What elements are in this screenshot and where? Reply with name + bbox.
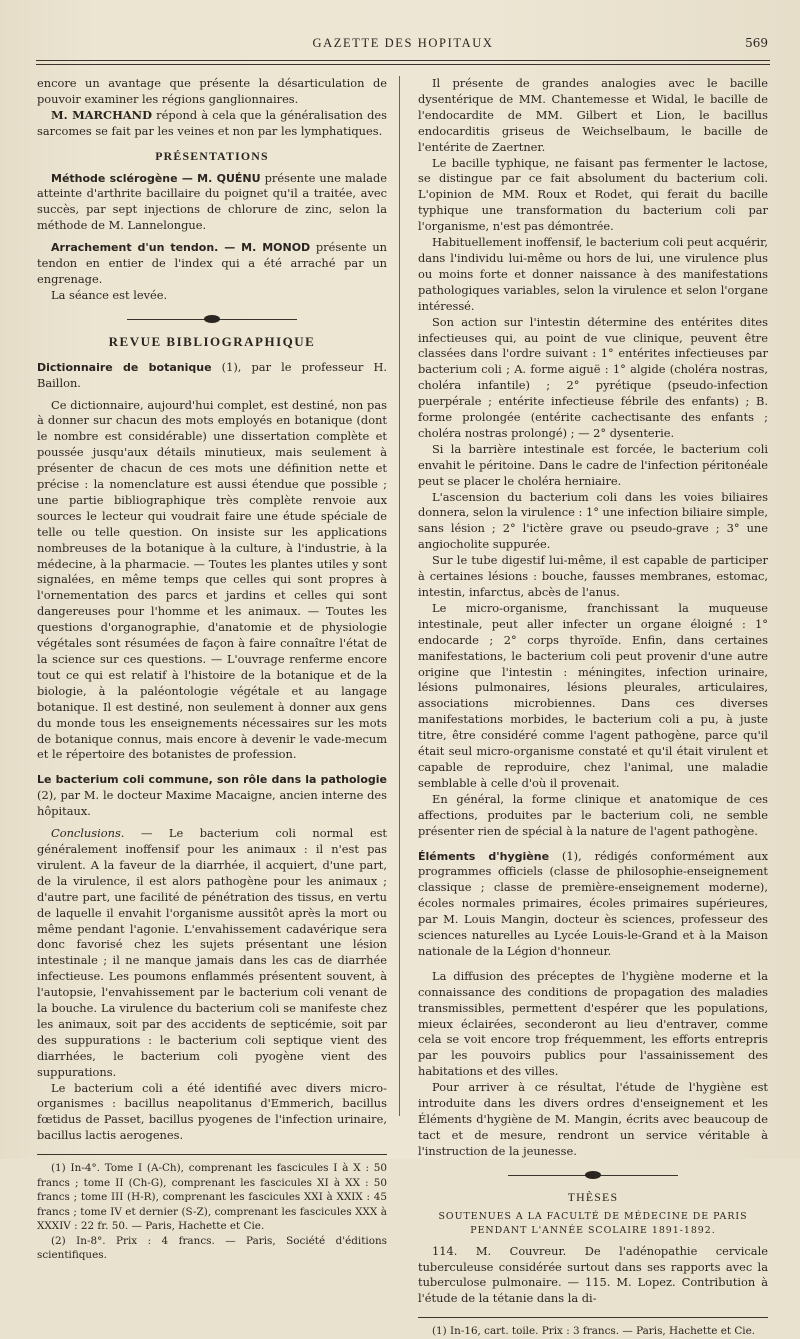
review-heading: Le bacterium coli commune, son rôle dans la pathologie (2), par M. le docteur Maxime Macaigne, ancien interne des hôpitaux. xyxy=(37,773,387,819)
footnote: (1) In-4°. Tome I (A-Ch), comprenant les fascicules I à X : 50 francs ; tome II (Ch-G), comprenant les fascicules XI à XX : 50 francs ; tome III (H-R), comprenant les fascicules XXI à XXIX : 45 francs ; tome IV et dernier (S-Z), comprenant les fascicules XXX à XXXIV : 22 fr. 50. — Paris, Hachette et Cie. xyxy=(37,1162,387,1233)
paragraph: encore un avantage que présente la désarticulation de pouvoir examiner les régions ganglionnaires. xyxy=(37,76,387,106)
ornament-divider xyxy=(418,1172,768,1180)
review-heading: Dictionnaire de botanique (1), par le professeur H. Baillon. xyxy=(37,359,387,390)
paragraph: Sur le tube digestif lui-même, il est capable de participer à certaines lésions : bouche, fausses membranes, estomac, intestin, infarctus, abcès de l'anus. xyxy=(418,553,768,599)
paragraph: Méthode sclérogène — M. QUÉNU présente une malade atteinte d'arthrite bacillaire du poignet qu'il a traitée, avec succès, par sept injections de chlorure de zinc, selon la méthode de M. Lannelongue. xyxy=(37,170,387,233)
paragraph: Ce dictionnaire, aujourd'hui complet, est destiné, non pas à donner sur chacun des mots employés en botanique (dont le nombre est considérable) une dissertation complète et poussée jusqu'aux détails minutieux, mais seulement à présenter de chacun de ces mots une définition nette et précise : la nomenclature est aussi étendue que possible ; une partie bibliographique très complète renvoie aux sources le lecteur qui voudrait faire une étude spéciale de telle ou telle question. On insiste sur les applications nombreuses de la botanique à la culture, à l'industrie, à la médecine, à la pharmacie. — Toutes les plantes utiles y sont signalées, en même temps que celles qui sont propres à l'ornementation des parcs et jardins et celles qui sont dangereuses pour l'homme et les animaux. — Toutes les questions d'organographie, d'anatomie et de physiologie végétales sont résumées de façon à faire connaître l'état de la science sur ces questions. — L'ouvrage renferme encore tout ce qui est relatif à l'histoire de la botanique et de la biologie, à la paléontologie végétale et au langage botanique. Il est destiné, non seulement à donner aux gens du monde tous les enseignements nécessaires sur les mots de botanique connus, mais encore à devenir le vade-mecum et le répertoire des botanistes de profession. xyxy=(37,397,387,762)
paragraph: Le bacille typhique, ne faisant pas fermenter le lactose, se distingue par ce fait absolument du bacterium coli. L'opinion de MM. Roux et Rodet, qui ferait du bacille typhique une transformation du bacterium coli par l'organisme, n'est pas démontrée. xyxy=(418,155,768,234)
paragraph: Si la barrière intestinale est forcée, le bacterium coli envahit le péritoine. Dans le cadre de l'infection péritonéale peut se placer le choléra herniaire. xyxy=(418,441,768,488)
right-column xyxy=(418,76,768,1339)
footnote: (1) In-16, cart. toile. Prix : 3 francs. — Paris, Hachette et Cie. xyxy=(432,1325,756,1338)
journal-title: GAZETTE DES HOPITAUX xyxy=(312,36,494,50)
paragraph: Le micro-organisme, franchissant la muqueuse intestinale, peut aller infecter un organe éloigné : 1° endocarde ; 2° corps thyroïde. Enfin, dans certaines manifestations, le bacterium coli peut provenir d'une autre origine que l'intestin : méningites, infection urinaire, lésions pulmonaires, lésions pleurales, articulaires, associations microbiennes. Dans ces diverses manifestations morbides, le bacterium coli a pu, à juste titre, être considéré comme l'agent pathogène, parce qu'il était seul micro-organisme constaté et qu'il était virulent et capable de reproduire, chez l'animal, une maladie semblable à celle d'où il provenait. xyxy=(418,600,768,790)
paragraph: En général, la forme clinique et anatomique de ces affections, produites par le bacterium coli, ne semble présenter rien de spécial à la nature de l'agent pathogène. xyxy=(418,791,768,838)
footnote: (2) In-8°. Prix : 4 francs. — Paris, Société d'éditions scientifiques. xyxy=(37,1234,387,1262)
paragraph: L'ascension du bacterium coli dans les voies biliaires donnera, selon la virulence : 1° une infection biliaire simple, sans lésion ; 2° l'ictère grave ou pseudo-grave ; 3° une angiocholite suppurée. xyxy=(418,489,768,552)
section-title-presentations: PRÉSENTATIONS xyxy=(155,148,269,163)
paragraph: Conclusions. — Le bacterium coli normal est généralement inoffensif pour les animaux : il n'est pas virulent. A la faveur de la diarrhée, il acquiert, d'une part, de la virulence, il est alors pathogène pour les animaux ; d'autre part, une facilité de pénétration des tissus, en vertu de laquelle il envahit l'organisme aussitôt après la mort ou même pendant l'agonie. L'envahissement cadavérique sera donc favorisé chez les sujets présentant une lésion intestinale ; il ne manque jamais dans les cas de diarrhée infectieuse. Les poumons enflammés présentent souvent, à l'autopsie, l'envahissement par le bacterium coli venant de la bouche. La virulence du bacterium coli se manifeste chez les animaux, soit par des accidents de septicémie, soit par des suppurations : le bacterium coli septique vient des diarrhées, le bacterium coli pyogène vient des suppurations. xyxy=(37,826,387,1079)
paragraph: Le bacterium coli a été identifié avec divers micro-organismes : bacillus neapolitanus d'Emmerich, bacillus fœtidus de Passet, bacillus pyogenes de l'infection urinaire, bacillus lactis aerogenes. xyxy=(37,1080,387,1143)
page-header xyxy=(36,34,770,54)
column-divider xyxy=(399,76,400,1116)
page-number: 569 xyxy=(745,36,768,50)
paragraph: 114. M. Couvreur. De l'adénopathie cervicale tuberculeuse considérée surtout dans ses rapports avec la tuberculose pulmonaire. — 115. M. Lopez. Contribution à l'étude de la tétanie dans la di- xyxy=(418,1243,768,1306)
paragraph: Habituellement inoffensif, le bacterium coli peut acquérir, dans l'individu lui-même ou hors de lui, une virulence plus ou moins forte et donner naissance à des manifestations pathologiques variables, selon la virulence et selon l'organe intéressé. xyxy=(418,235,768,313)
footnote-rule xyxy=(418,1317,768,1318)
footnote-rule xyxy=(37,1154,387,1155)
section-title-revue: REVUE BIBLIOGRAPHIQUE xyxy=(108,333,316,349)
header-rule-thin xyxy=(36,64,770,65)
theses-subtitle: PENDANT L'ANNÉE SCOLAIRE 1891-1892. xyxy=(470,1224,716,1236)
paragraph: Il présente de grandes analogies avec le bacille dysentérique de MM. Chantemesse et Widal, le bacille de l'endocardite de MM. Gilbert et Lion, le bacillus endocarditis griseus de Weichselbaum, le bacille de l'entérite de Zaertner. xyxy=(418,76,768,154)
paragraph: Pour arriver à ce résultat, l'étude de l'hygiène est introduite dans les divers ordres d'enseignement et les Éléments d'hygiène de M. Mangin, écrits avec beaucoup de tact et de mesure, rendront un service véritable à l'instruction de la jeunesse. xyxy=(418,1080,768,1158)
paragraph: La séance est levée. xyxy=(51,287,168,302)
left-column xyxy=(37,76,387,1263)
theses-subtitle: SOUTENUES A LA FACULTÉ DE MÉDECINE DE PARIS xyxy=(438,1210,748,1222)
paragraph: M. MARCHAND répond à cela que la généralisation des sarcomes se fait par les veines et non par les lymphatiques. xyxy=(37,107,387,138)
ornament-divider xyxy=(37,316,387,324)
section-title-theses: THÈSES xyxy=(567,1189,619,1204)
review-heading: Éléments d'hygiène (1), rédigés conformément aux programmes officiels (classe de philosophie-enseignement classique ; classe de première-enseignement moderne), écoles normales primaires, écoles primaires supérieures, par M. Louis Mangin, docteur ès sciences, professeur des sciences naturelles au Lycée Louis-le-Grand et à la Maison nationale de la Légion d'honneur. xyxy=(418,848,768,958)
paragraph: Arrachement d'un tendon. — M. MONOD présente un tendon en entier de l'index qui a été arraché par un engrenage. xyxy=(37,240,387,286)
header-rule xyxy=(36,60,770,61)
paragraph: Son action sur l'intestin détermine des entérites dites infectieuses qui, au point de vue clinique, peuvent être classées dans l'ordre suivant : 1° entérites infectieuses par bacterium coli ; A. forme aiguë : 1° algide (choléra nostras, choléra infantile) ; 2° pyrétique (pseudo-infection puerpérale ; entérite infectieuse fébrile des enfants) ; B. forme prolongée (entérite cachectisante des enfants ; choléra nostras prolongé) ; — 2° dysenterie. xyxy=(418,314,768,440)
paragraph: La diffusion des préceptes de l'hygiène moderne et la connaissance des conditions de propagation des maladies transmissibles, permettent d'espérer que les populations, mieux éclairées, seconderont au lieu d'entraver, comme cela se voit encore trop fréquemment, les efforts entrepris par les pouvoirs publics pour l'assainissement des habitations et des villes. xyxy=(418,968,768,1079)
